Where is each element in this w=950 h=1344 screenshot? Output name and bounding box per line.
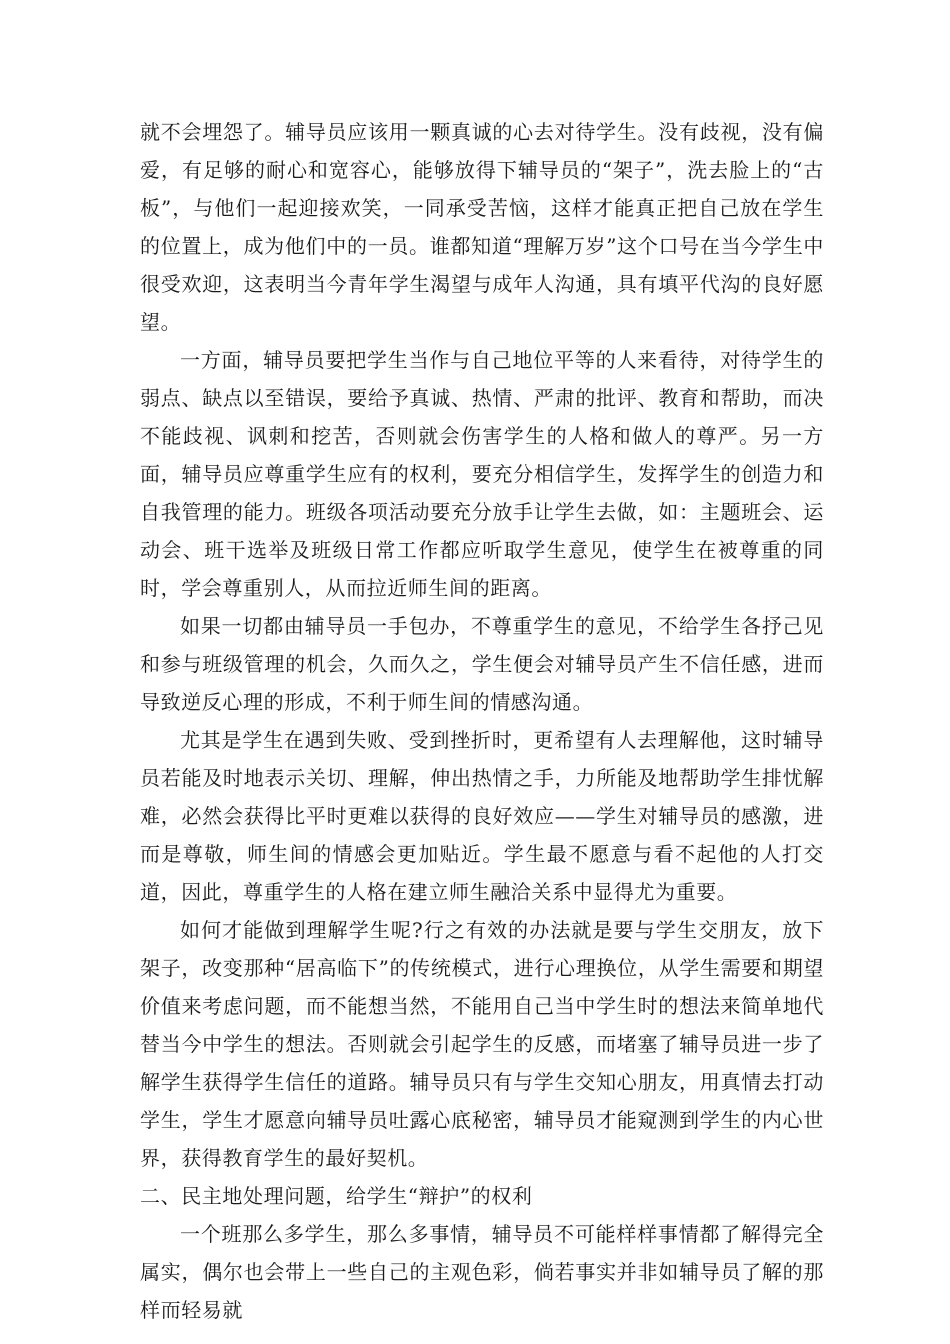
document-body bbox=[140, 113, 824, 1329]
paragraph-continuation: 就不会埋怨了。辅导员应该用一颗真诚的心去对待学生。没有歧视，没有偏爱，有足够的耐心和宽容心，能够放得下辅导员的“架子”，洗去脸上的“古板”，与他们一起迎接欢笑，一同承受苦恼，这样才能真正把自己放在学生的位置上，成为他们中的一员。谁都知道“理解万岁”这个口号在当今学生中很受欢迎，这表明当今青年学生渴望与成年人沟通，具有填平代沟的良好愿望。 bbox=[140, 120, 824, 334]
paragraph-participation: 如果一切都由辅导员一手包办，不尊重学生的意见，不给学生各抒己见和参与班级管理的机会，久而久之，学生便会对辅导员产生不信任感，进而导致逆反心理的形成，不利于师生间的情感沟通。 bbox=[140, 614, 824, 714]
section-heading: 二、民主地处理问题，给学生“辩护”的权利 bbox=[140, 1184, 533, 1208]
paragraph-equality: 一方面，辅导员要把学生当作与自己地位平等的人来看待，对待学生的弱点、缺点以至错误，要给予真诚、热情、严肃的批评、教育和帮助，而决不能歧视、讽刺和挖苦，否则就会伤害学生的人格和做人的尊严。另一方面，辅导员应尊重学生应有的权利，要充分相信学生，发挥学生的创造力和自我管理的能力。班级各项活动要充分放手让学生去做，如：主题班会、运动会、班干选举及班级日常工作都应听取学生意见，使学生在被尊重的同时，学会尊重别人，从而拉近师生间的距离。 bbox=[140, 348, 824, 600]
paragraph-final: 一个班那么多学生，那么多事情，辅导员不可能样样事情都了解得完全属实，偶尔也会带上一些自己的主观色彩，倘若事实并非如辅导员了解的那样而轻易就 bbox=[140, 1222, 824, 1322]
paragraph-understanding: 如何才能做到理解学生呢?行之有效的办法就是要与学生交朋友，放下架子，改变那种“居高临下”的传统模式，进行心理换位，从学生需要和期望价值来考虑问题，而不能想当然，不能用自己当中学生时的想法来简单地代替当今中学生的想法。否则就会引起学生的反感，而堵塞了辅导员进一步了解学生获得学生信任的道路。辅导员只有与学生交知心朋友，用真情去打动学生，学生才愿意向辅导员吐露心底秘密，辅导员才能窥测到学生的内心世界，获得教育学生的最好契机。 bbox=[140, 918, 824, 1170]
paragraph-setbacks: 尤其是学生在遇到失败、受到挫折时，更希望有人去理解他，这时辅导员若能及时地表示关切、理解，伸出热情之手，力所能及地帮助学生排忧解难，必然会获得比平时更难以获得的良好效应——学生对辅导员的感激，进而是尊敬，师生间的情感会更加贴近。学生最不愿意与看不起他的人打交道，因此，尊重学生的人格在建立师生融洽关系中显得尤为重要。 bbox=[140, 728, 824, 904]
